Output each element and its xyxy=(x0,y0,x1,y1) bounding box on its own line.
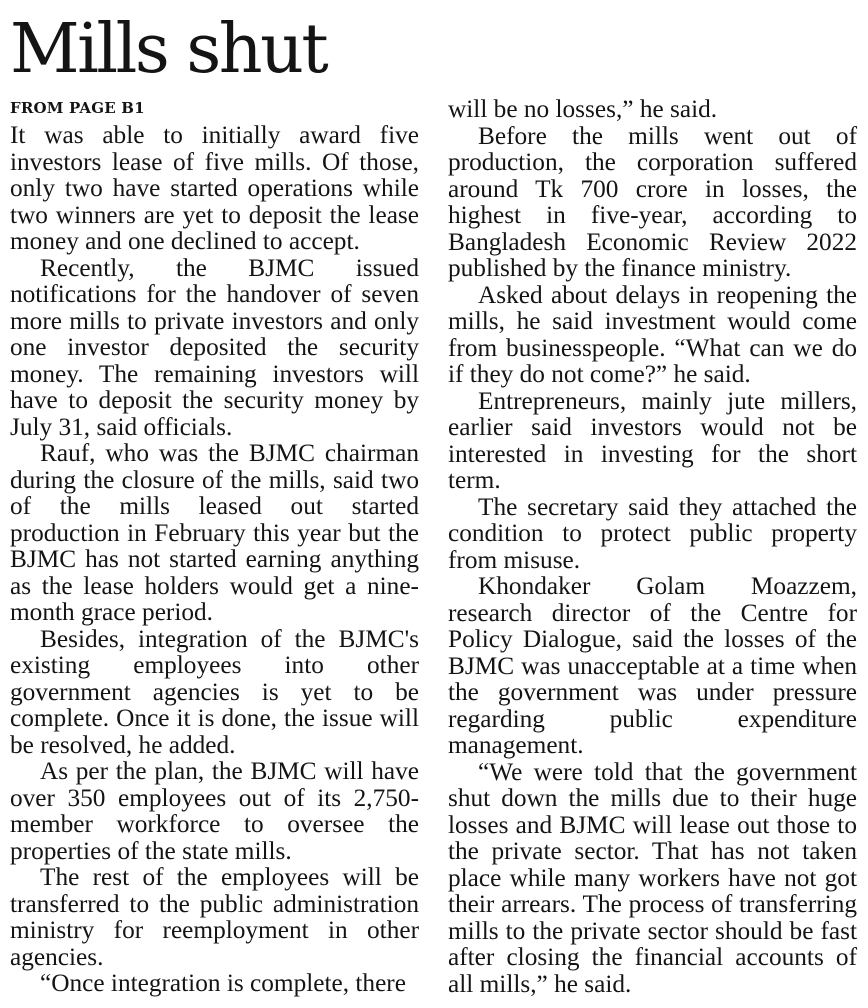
article-paragraph: It was able to initially award five investors lease of five mills. Of those, only two have started operations while two winners are yet to deposit the lease money and one declined to accept. xyxy=(10,121,419,255)
article-paragraph: The rest of the employees will be transferred to the public administration ministry for reemployment in other agencies. xyxy=(10,863,419,971)
article-paragraph: will be no losses,” he said. xyxy=(448,95,718,123)
article-paragraph: The secretary said they attached the condition to protect public property from misuse. xyxy=(448,492,857,574)
article-paragraph: As per the plan, the BJMC will have over 350 employees out of its 2,750-member workforce to oversee the properties of the state mills. xyxy=(10,757,419,865)
article-column-left xyxy=(10,96,419,997)
jump-kicker: FROM PAGE B1 xyxy=(10,99,145,117)
article-paragraph: Besides, integration of the BJMC's existing employees into other government agencies is yet to be complete. Once it is done, the issue will be resolved, he added. xyxy=(10,624,419,759)
article-paragraph: Khondaker Golam Moazzem, research director of the Centre for Policy Dialogue, said the losses of the BJMC was unacceptable at a time when the government was under pressure regarding public expenditure management. xyxy=(448,572,857,759)
headline: Mills shut xyxy=(10,10,327,89)
article-paragraph: Entrepreneurs, mainly jute millers, earlier said investors would not be interested in investing for the short term. xyxy=(448,386,857,494)
article-paragraph: “Once integration is complete, there xyxy=(40,969,406,997)
article-paragraph: “We were told that the government shut down the mills due to their huge losses and BJMC will lease out those to the private sector. That has not taken place while many workers have not got their arrears. The process of transferring mills to the private sector should be fast after closing the financial accounts of all mills,” he said. xyxy=(448,757,857,998)
article-paragraph: Before the mills went out of production, the corporation suffered around Tk 700 crore in losses, the highest in five-year, according to Bangladesh Economic Review 2022 published by the finance ministry. xyxy=(448,121,857,282)
article-paragraph: Asked about delays in reopening the mills, he said investment would come from businesspeople. “What can we do if they do not come?” he said. xyxy=(448,280,857,388)
article-paragraph: Rauf, who was the BJMC chairman during the closure of the mills, said two of the mills leased out started production in February this year but the BJMC has not started earning anything as the lease holders would get a nine-month grace period. xyxy=(10,439,419,626)
article-paragraph: Recently, the BJMC issued notifications for the handover of seven more mills to private investors and only one investor deposited the security money. The remaining investors will have to deposit the security money by July 31, said officials. xyxy=(10,253,419,441)
article-column-right xyxy=(448,96,857,997)
